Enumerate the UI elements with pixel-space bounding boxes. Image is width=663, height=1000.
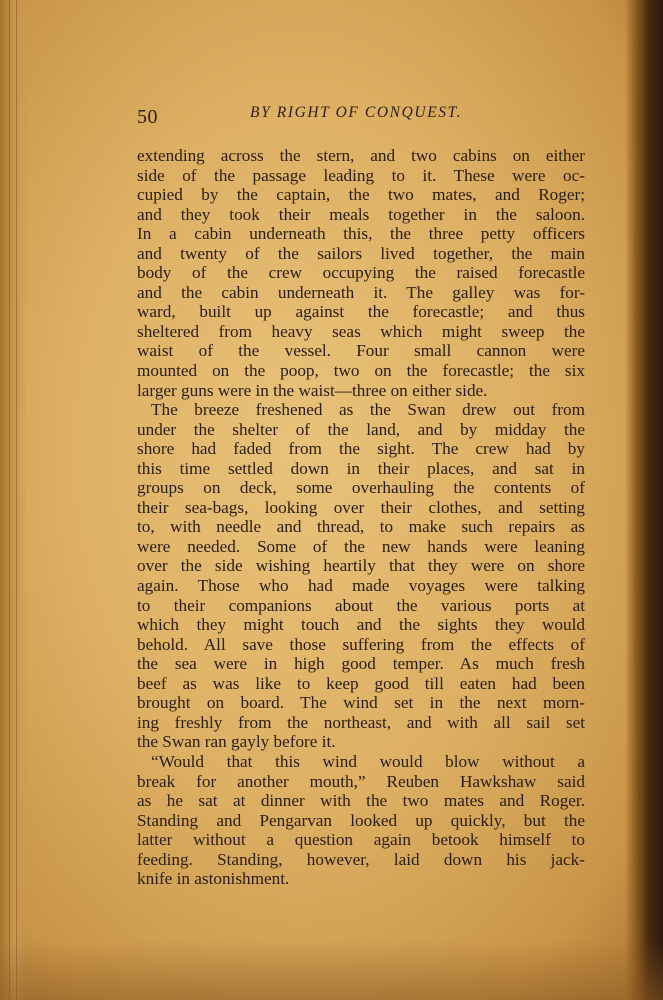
text-line: groups on deck, some overhauling the contents of xyxy=(137,478,585,498)
text-line: sheltered from heavy seas which might sweep the xyxy=(137,321,585,341)
text-line: and the cabin underneath it. The galley was for- xyxy=(137,282,585,302)
text-line: behold. All save those suffering from the effects of xyxy=(137,634,585,654)
page-bottom-shadow xyxy=(0,940,663,1000)
text-line: mounted on the poop, two on the forecastle; the six xyxy=(137,361,585,381)
gutter-line xyxy=(9,0,10,1000)
text-line: the Swan ran gayly before it. xyxy=(137,732,336,752)
page-header xyxy=(137,104,587,130)
text-line: this time settled down in their places, and sat in xyxy=(137,458,585,478)
paragraph xyxy=(137,400,585,752)
text-line: waist of the vessel. Four small cannon were xyxy=(137,341,585,361)
text-line: larger guns were in the waist—three on either side. xyxy=(137,380,488,400)
text-line: brought on board. The wind set in the next morn- xyxy=(137,693,585,713)
text-line: to, with needle and thread, to make such repairs as xyxy=(137,517,585,537)
text-line: extending across the stern, and two cabins on either xyxy=(137,146,585,165)
text-line: under the shelter of the land, and by midday the xyxy=(137,419,585,439)
text-line: latter without a question again betook himself to xyxy=(137,830,585,850)
text-line: The breeze freshened as the Swan drew out from xyxy=(151,400,585,420)
text-line: as he sat at dinner with the two mates and Roger. xyxy=(137,791,585,811)
text-line: ward, built up against the forecastle; and thus xyxy=(137,302,585,322)
text-line: were needed. Some of the new hands were leaning xyxy=(137,536,585,556)
text-line: side of the passage leading to it. These were oc- xyxy=(137,165,585,185)
text-line: shore had faded from the sight. The crew had by xyxy=(137,439,585,459)
text-line: beef as was like to keep good till eaten had been xyxy=(137,673,585,693)
running-head: BY RIGHT OF CONQUEST. xyxy=(250,104,463,121)
text-line: “Would that this wind would blow without a xyxy=(151,751,585,771)
text-line: break for another mouth,” Reuben Hawkshaw said xyxy=(137,771,585,791)
text-line: and they took their meals together in the saloon. xyxy=(137,204,585,224)
text-line: over the side wishing heartily that they were on shore xyxy=(137,556,585,576)
text-line: cupied by the captain, the two mates, and Roger; xyxy=(137,185,585,205)
text-line: their sea-bags, looking over their clothes, and setting xyxy=(137,497,585,517)
gutter-line xyxy=(16,0,17,1000)
text-line: again. Those who had made voyages were talking xyxy=(137,576,585,596)
body-text xyxy=(137,146,585,889)
text-line: to their companions about the various ports at xyxy=(137,595,585,615)
text-line: ing freshly from the northeast, and with all sail set xyxy=(137,712,585,732)
text-line: knife in astonishment. xyxy=(137,869,290,889)
paragraph xyxy=(137,752,585,889)
paragraph xyxy=(137,146,585,400)
text-line: Standing and Pengarvan looked up quickly, but the xyxy=(137,810,585,830)
text-line: feeding. Standing, however, laid down his jack- xyxy=(137,849,585,869)
text-line: In a cabin underneath this, the three petty officers xyxy=(137,224,585,244)
book-edge-shadow xyxy=(625,0,663,1000)
page-number: 50 xyxy=(137,106,158,128)
text-line: the sea were in high good temper. As much fresh xyxy=(137,654,585,674)
text-line: which they might touch and the sights they would xyxy=(137,615,585,635)
text-line: and twenty of the sailors lived together, the main xyxy=(137,243,585,263)
page-gutter xyxy=(0,0,28,1000)
text-line: body of the crew occupying the raised forecastle xyxy=(137,263,585,283)
